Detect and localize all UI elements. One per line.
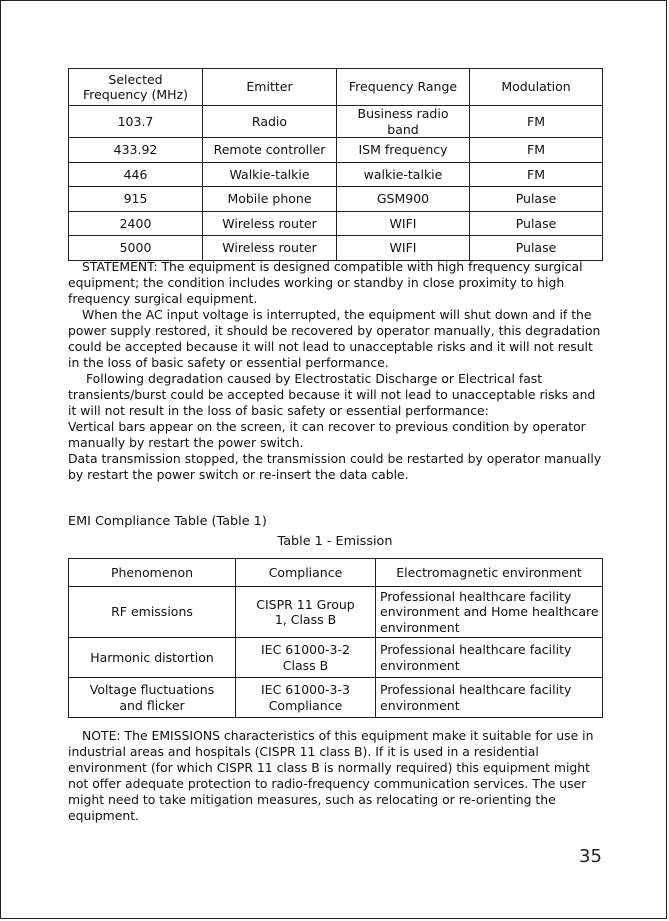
table-cell: FM [470,106,603,138]
table-cell: Radio [203,106,337,138]
table-cell: Remote controller [203,138,337,163]
emissions-note: NOTE: The EMISSIONS characteristics of this equipment make it suitable for use in industrial areas and hospitals (CISPR 11 class B). If it is used in a residential environment (for which CISPR 11 class B is normally required) this equipment might not offer adequate protection to radio-frequency communication services. The user might need to take mitigation measures, such as relocating or re-orienting the equipment. [68,728,594,824]
table-cell: Pulase [470,187,603,212]
table-row [69,678,603,718]
table-cell: 5000 [69,236,203,261]
table-cell: Walkie-talkie [203,162,337,187]
table-cell: Professional healthcare facility environment [376,678,603,718]
emission-table-header [69,559,603,587]
table-row [69,638,603,678]
emission-table-title: Table 1 - Emission [277,534,393,549]
table-cell: RF emissions [69,587,236,638]
table-cell: FM [470,162,603,187]
table-cell: FM [470,138,603,163]
table-cell: IEC 61000-3-2 Class B [236,638,376,678]
table-cell: 915 [69,187,203,212]
table-cell: Wireless router [203,236,337,261]
emission-table [68,558,603,718]
table-cell: 2400 [69,211,203,236]
table-cell: 103.7 [69,106,203,138]
table-cell: IEC 61000-3-3 Compliance [236,678,376,718]
table-cell: Voltage fluctuations and flicker [69,678,236,718]
table-cell: ISM frequency [337,138,470,163]
data-transmission-paragraph: Data transmission stopped, the transmission could be restarted by operator manually by restart the power switch or re-insert the data cable. [68,451,602,483]
power-interruption-paragraph: When the AC input voltage is interrupted, the equipment will shut down and if the power supply restored, it should be recovered by operator manually, this degradation could be accepted because it will not lead to unacceptable risks and it will not result in the loss of basic safety or essential performance. [68,307,601,371]
table-row [69,162,603,187]
header-selected-frequency: Selected Frequency (MHz) [69,69,203,106]
table-cell: Pulase [470,211,603,236]
table-cell: 433.92 [69,138,203,163]
table-cell: Professional healthcare facility environment [376,638,603,678]
vertical-bars-paragraph: Vertical bars appear on the screen, it can recover to previous condition by operator manually by restart the power switch. [68,419,586,451]
table-row [69,138,603,163]
table-cell: Business radio band [337,106,470,138]
header-phenomenon: Phenomenon [69,559,236,587]
emi-section-title: EMI Compliance Table (Table 1) [68,514,267,529]
table-cell: walkie-talkie [337,162,470,187]
table-row [69,187,603,212]
table-row [69,211,603,236]
table-cell: 446 [69,162,203,187]
degradation-paragraph: Following degradation caused by Electrostatic Discharge or Electrical fast transients/burst could be accepted because it will not lead to unacceptable risks and it will not result in the loss of basic safety or essential performance: [68,371,596,419]
table-row [69,587,603,638]
table-cell: Pulase [470,236,603,261]
header-electromagnetic-environment: Electromagnetic environment [376,559,603,587]
table-cell: Wireless router [203,211,337,236]
table-cell: Harmonic distortion [69,638,236,678]
table-row [69,106,603,138]
frequency-table-header [69,69,603,106]
header-frequency-range: Frequency Range [337,69,470,106]
table-row [69,236,603,261]
table-cell: WIFI [337,211,470,236]
table-cell: GSM900 [337,187,470,212]
table-cell: Mobile phone [203,187,337,212]
table-cell: Professional healthcare facility environment and Home healthcare environment [376,587,603,638]
table-cell: CISPR 11 Group 1, Class B [236,587,376,638]
header-modulation: Modulation [470,69,603,106]
table-cell: WIFI [337,236,470,261]
page-number: 35 [579,846,602,867]
frequency-table [68,68,603,261]
statement-paragraph: STATEMENT: The equipment is designed compatible with high frequency surgical equipment; the condition includes working or standby in close proximity to high frequency surgical equipment. [68,259,583,307]
header-emitter: Emitter [203,69,337,106]
header-compliance: Compliance [236,559,376,587]
